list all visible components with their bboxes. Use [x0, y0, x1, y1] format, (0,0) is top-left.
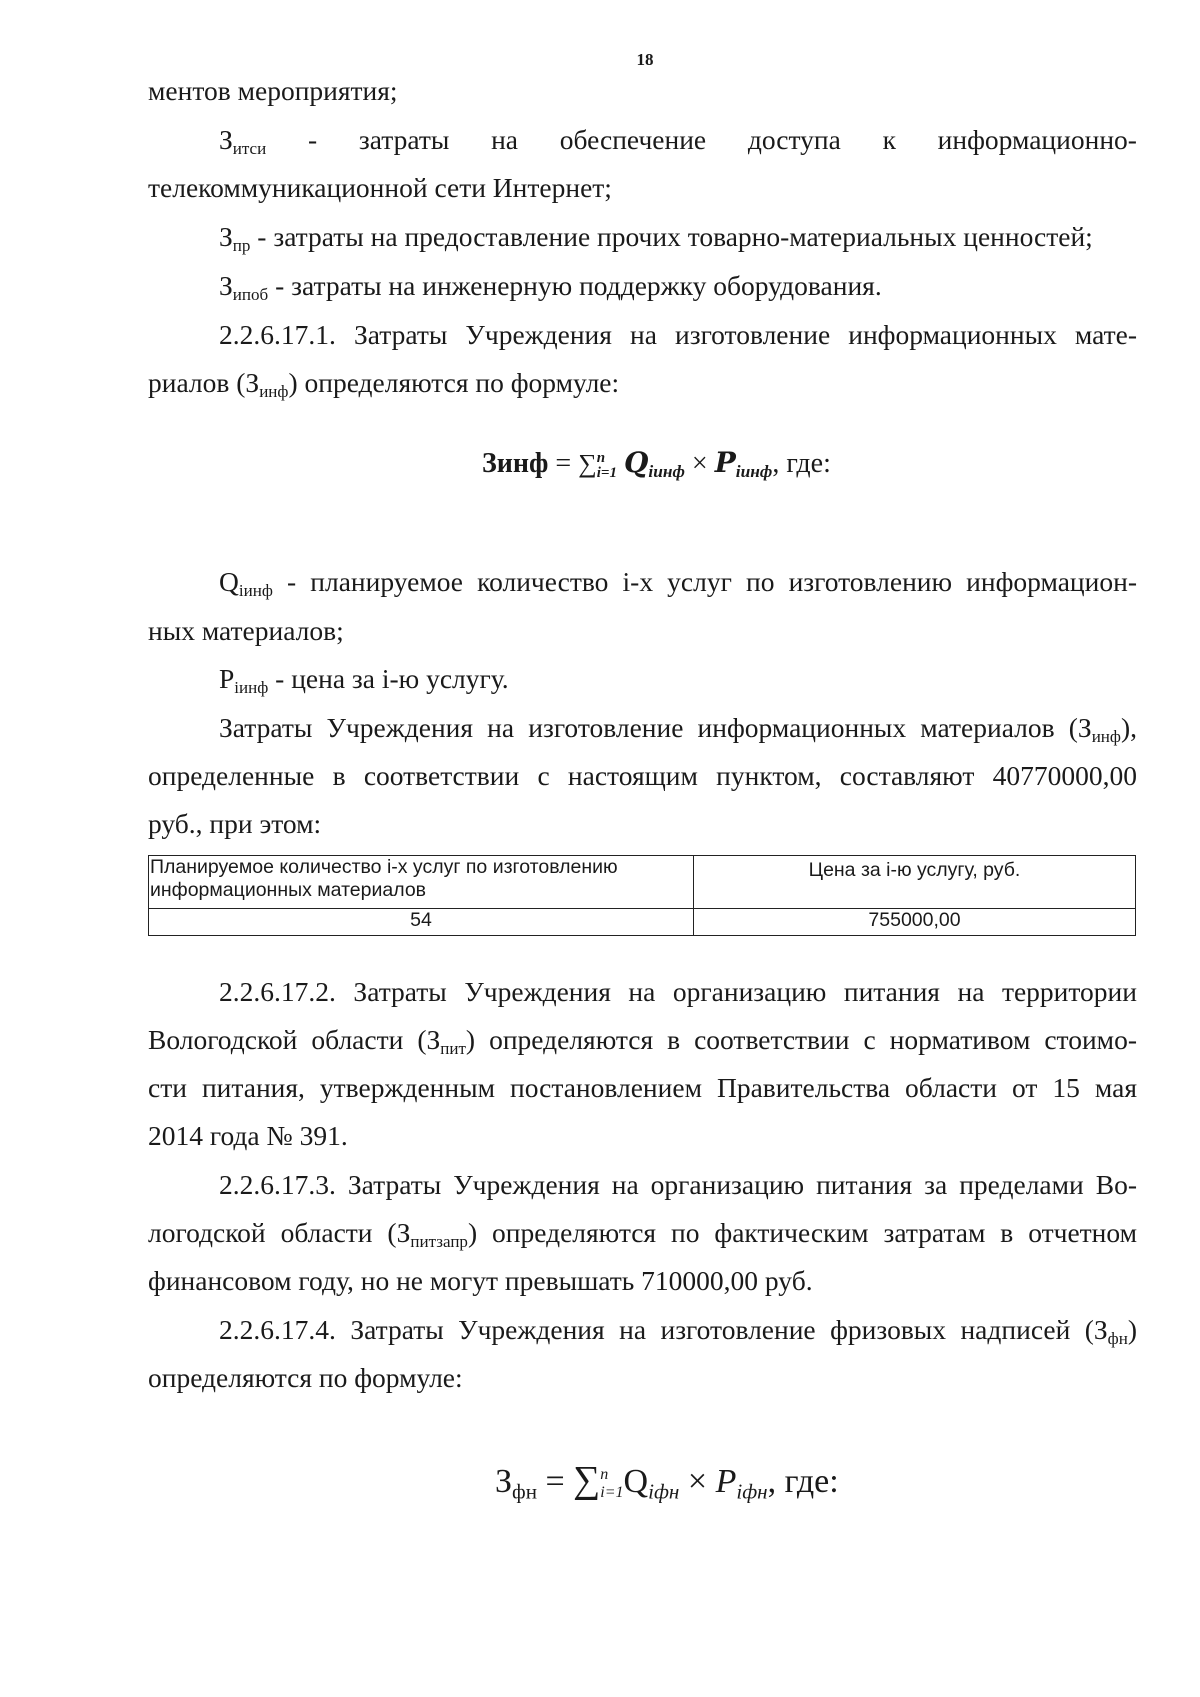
text-line-20: финансовом году, но не могут превышать 710000,00 руб. — [148, 1265, 813, 1296]
text-line-22: определяются по формуле: — [148, 1362, 463, 1393]
text-line-21: 2.2.6.17.4. Затраты Учреждения на изготовление фризовых надписей $(З_{фн})$ — [219, 1314, 1137, 1349]
text-line-7: риалов $(З_{инф})$ определяются по формуле: — [148, 367, 620, 402]
word: затраты — [358, 124, 450, 155]
formula-zfn: $З_{фн}$ = ∑ n i=1 $Q_{iфн} \times P_{iфн}$, где: — [495, 1459, 839, 1504]
text-line-6: 2.2.6.17.1. Затраты Учреждения на изготовление информационных мате- — [219, 319, 1137, 350]
table-header-quantity: Планируемое количество i-х услуг по изготовлению информационных материалов — [149, 856, 694, 909]
word: к — [882, 124, 896, 155]
text-line-10: $P_{iинф}$ - цена за i-ю услугу. — [219, 663, 509, 698]
text-line-18: 2.2.6.17.3. Затраты Учреждения на организацию питания за пределами Во- — [219, 1169, 1137, 1200]
text-line-4: $З_{пр}$ - затраты на предоставление прочих товарно-материальных ценностей; — [219, 221, 1093, 256]
text-line-11: Затраты Учреждения на изготовление информационных материалов $(З_{инф})$, — [219, 712, 1137, 747]
text-line-8: $Q_{iинф}$ - планируемое количество i-х услуг по изготовлению информацион- — [219, 566, 1137, 601]
text-line-15: Вологодской области $(З_{пит})$ определяются в соответствии с нормативом стоимо- — [148, 1024, 1137, 1059]
text-line-5: $З_{ипоб}$ - затраты на инженерную поддержку оборудования. — [219, 270, 882, 305]
table-header-price: Цена за i-ю услугу, руб. — [694, 856, 1136, 909]
text-line-19: логодской области $(З_{питзапр})$ определяются по фактическим затратам в отчетном — [148, 1217, 1138, 1252]
word: на — [491, 124, 518, 155]
text-line-12: определенные в соответствии с настоящим пунктом, составляют 40770000,00 — [148, 760, 1137, 791]
formula-zinf: Зинф = ∑ n i=1 $Q_{iинф} \times P_{iинф}$, где: — [482, 446, 831, 482]
word: обеспечение — [559, 124, 707, 155]
table-row — [149, 909, 1136, 936]
text-line-9: ных материалов; — [148, 615, 344, 646]
word: - — [307, 124, 318, 155]
text-line-16: сти питания, утвержденным постановлением Правительства области от 15 мая — [148, 1072, 1137, 1103]
text-line-14: 2.2.6.17.2. Затраты Учреждения на организацию питания на территории — [219, 976, 1137, 1007]
var-zitsi: $З_{итси}$ — [219, 124, 267, 159]
cost-table — [148, 855, 1136, 936]
text-line-2 — [219, 123, 1137, 157]
table-cell-price: 755000,00 — [694, 909, 1136, 936]
text-line-1: ментов мероприятия; — [148, 75, 398, 106]
table-cell-quantity: 54 — [149, 909, 694, 936]
word: доступа — [747, 124, 841, 155]
table-header-row — [149, 856, 1136, 909]
text-line-3: телекоммуникационной сети Интернет; — [148, 172, 612, 203]
word: информационно- — [937, 124, 1137, 155]
text-line-13: руб., при этом: — [148, 808, 322, 839]
text-line-17: 2014 года № 391. — [148, 1120, 348, 1151]
page-number: 18 — [636, 50, 654, 69]
